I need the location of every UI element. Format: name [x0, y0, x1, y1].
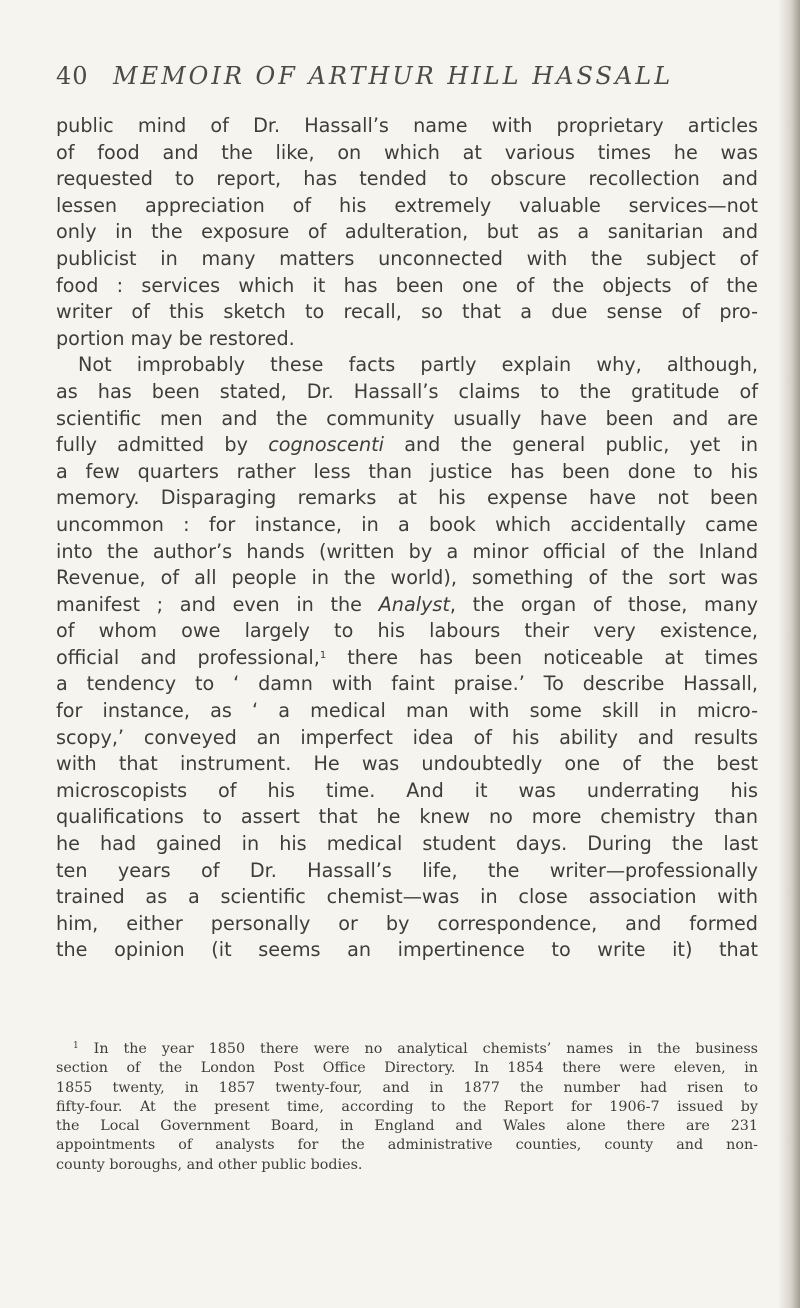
body-line: the opinion (it seems an impertinence to write it) that	[56, 938, 758, 962]
body-line: with that instrument. He was undoubtedly one of the best	[56, 752, 758, 776]
page-edge-shadow	[778, 0, 800, 1308]
footnote-line: county boroughs, and other public bodies.	[56, 1156, 363, 1173]
body-text	[56, 113, 758, 964]
body-line: scientific men and the community usually have been and are	[56, 406, 758, 430]
body-line: Not improbably these facts partly explain why, although,	[78, 353, 758, 377]
italic-term: cognoscenti	[268, 433, 384, 457]
body-line: writer of this sketch to recall, so that a due sense of pro-	[56, 300, 758, 324]
body-line-tail: there has been noticeable at times	[326, 645, 759, 669]
body-line: Revenue, of all people in the world), something of the sort was	[56, 566, 758, 590]
body-line: public mind of Dr. Hassall’s name with proprietary articles	[56, 114, 758, 137]
body-line: into the author’s hands (written by a minor official of the Inland	[56, 539, 758, 563]
body-line: requested to report, has tended to obscure recollection and	[56, 167, 758, 191]
footnote-line: fifty-four. At the present time, according to the Report for 1906-7 issued by	[56, 1098, 758, 1115]
body-line: qualifications to assert that he knew no more chemistry than	[56, 805, 758, 829]
footnote-reference[interactable]: 1	[319, 649, 327, 661]
body-line: only in the exposure of adulteration, but as a sanitarian and	[56, 220, 758, 244]
body-line: lessen appreciation of his extremely valuable services—not	[56, 193, 758, 217]
footnote-line: 1855 twenty, in 1857 twenty-four, and in 1877 the number had risen to	[56, 1079, 758, 1096]
body-line: a few quarters rather less than justice has been done to his	[56, 459, 758, 483]
body-line: a tendency to ‘ damn with faint praise.’ To describe Hassall,	[56, 672, 758, 696]
page-number: 40	[56, 62, 89, 90]
body-line: manifest ; and even in the Analyst, the organ of those, many	[56, 592, 758, 616]
body-line: trained as a scientific chemist—was in close association with	[56, 885, 758, 909]
body-line: uncommon : for instance, in a book which accidentally came	[56, 512, 758, 536]
body-line: fully admitted by cognoscenti and the general public, yet in	[56, 433, 758, 457]
footnote-line-text: In the year 1850 there were no analytical chemists’ names in the business	[78, 1041, 758, 1057]
body-line: as has been stated, Dr. Hassall’s claims to the gratitude of	[56, 379, 758, 403]
italic-term: Analyst	[378, 592, 450, 616]
body-line: memory. Disparaging remarks at his expense have not been	[56, 486, 758, 510]
body-line: publicist in many matters unconnected with the subject of	[56, 246, 758, 270]
body-line-head: official and professional,	[56, 645, 320, 669]
body-line: portion may be restored.	[56, 326, 295, 350]
body-line: microscopists of his time. And it was underrating his	[56, 778, 758, 802]
footnote	[56, 1040, 758, 1175]
body-line: for instance, as ‘ a medical man with some skill in micro-	[56, 699, 758, 723]
footnote-marker: 1	[73, 1041, 79, 1051]
body-line: food : services which it has been one of the objects of the	[56, 273, 758, 297]
body-line: he had gained in his medical student days. During the last	[56, 832, 758, 856]
body-line: ten years of Dr. Hassall’s life, the writer—professionally	[56, 858, 758, 882]
footnote-line: appointments of analysts for the administrative counties, county and non-	[56, 1137, 758, 1154]
footnote-line: the Local Government Board, in England and Wales alone there are 231	[56, 1118, 758, 1135]
body-line: of whom owe largely to his labours their very existence,	[56, 619, 758, 643]
running-head: MEMOIR OF ARTHUR HILL HASSALL	[113, 62, 674, 90]
body-line: him, either personally or by correspondence, and formed	[56, 911, 758, 935]
body-line-with-footnote-ref	[56, 645, 758, 672]
body-line: scopy,’ conveyed an imperfect idea of his ability and results	[56, 725, 758, 749]
body-line: of food and the like, on which at various times he was	[56, 140, 758, 164]
footnote-line	[56, 1040, 758, 1059]
page-header	[56, 62, 756, 98]
footnote-line: section of the London Post Office Directory. In 1854 there were eleven, in	[56, 1060, 758, 1077]
